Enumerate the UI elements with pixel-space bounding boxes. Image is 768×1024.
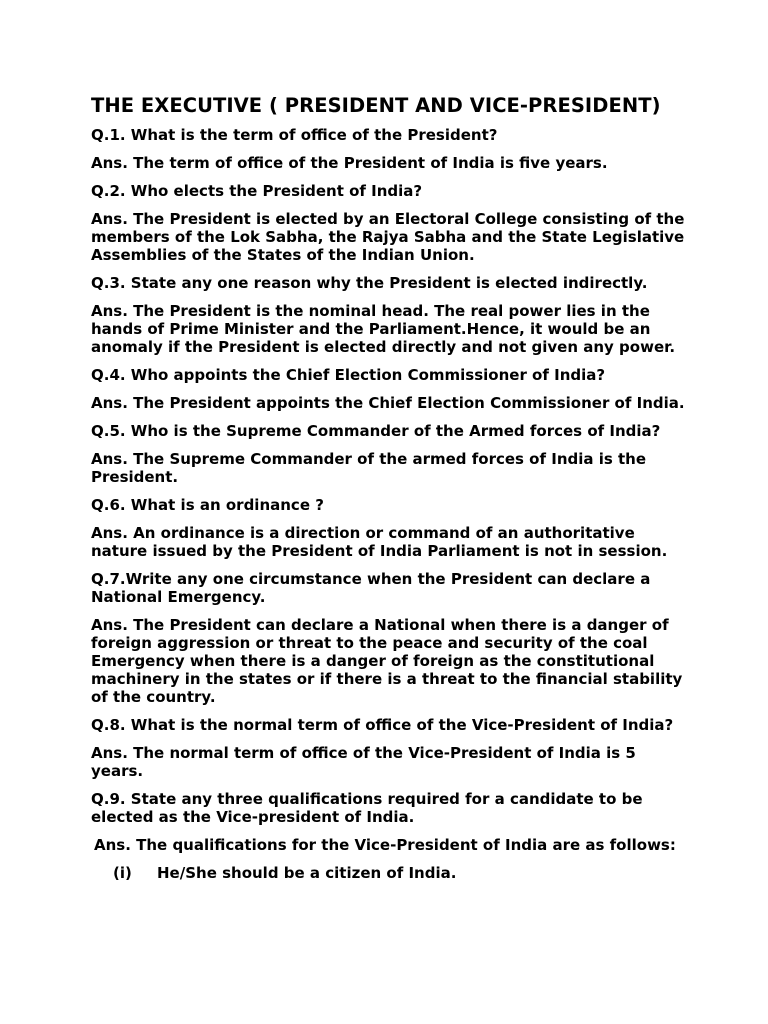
question-3: Q.3. State any one reason why the President is elected indirectly. <box>91 274 648 292</box>
question-8: Q.8. What is the normal term of office of the Vice-President of India? <box>91 716 674 734</box>
question-7: Q.7.Write any one circumstance when the President can declare a National Emergency. <box>91 570 651 606</box>
question-5: Q.5. Who is the Supreme Commander of the Armed forces of India? <box>91 422 661 440</box>
list-item-text: He/She should be a citizen of India. <box>157 864 457 882</box>
answer-5: Ans. The Supreme Commander of the armed forces of India is the President. <box>91 450 647 486</box>
question-9: Q.9. State any three qualifications required for a candidate to be elected as the Vice-president of India. <box>91 790 643 826</box>
answer-8: Ans. The normal term of office of the Vice-President of India is 5 years. <box>91 744 636 780</box>
page-title: THE EXECUTIVE ( PRESIDENT AND VICE-PRESIDENT) <box>91 94 661 117</box>
answer-9: Ans. The qualifications for the Vice-President of India are as follows: <box>94 836 676 854</box>
question-1: Q.1. What is the term of office of the President? <box>91 126 498 144</box>
answer-3: Ans. The President is the nominal head. The real power lies in the hands of Prime Minister and the Parliament.Hence, it would be an anomaly if the President is elected directly and not given any power. <box>91 302 676 356</box>
question-2: Q.2. Who elects the President of India? <box>91 182 423 200</box>
answer-1: Ans. The term of office of the President of India is five years. <box>91 154 608 172</box>
answer-4: Ans. The President appoints the Chief Election Commissioner of India. <box>91 394 685 412</box>
list-item <box>91 864 691 882</box>
answer-7: Ans. The President can declare a National when there is a danger of foreign aggression or threat to the peace and security of the coal Emergency when there is a danger of foreign as the constitutional machinery in the states or if there is a threat to the financial stability of the country. <box>91 616 683 706</box>
answer-2: Ans. The President is elected by an Electoral College consisting of the members of the Lok Sabha, the Rajya Sabha and the State Legislative Assemblies of the States of the Indian Union. <box>91 210 685 264</box>
list-item-number: (i) <box>113 864 132 882</box>
document-page <box>91 94 691 882</box>
question-6: Q.6. What is an ordinance ? <box>91 496 324 514</box>
answer-6: Ans. An ordinance is a direction or command of an authoritative nature issued by the President of India Parliament is not in session. <box>91 524 668 560</box>
question-4: Q.4. Who appoints the Chief Election Commissioner of India? <box>91 366 606 384</box>
